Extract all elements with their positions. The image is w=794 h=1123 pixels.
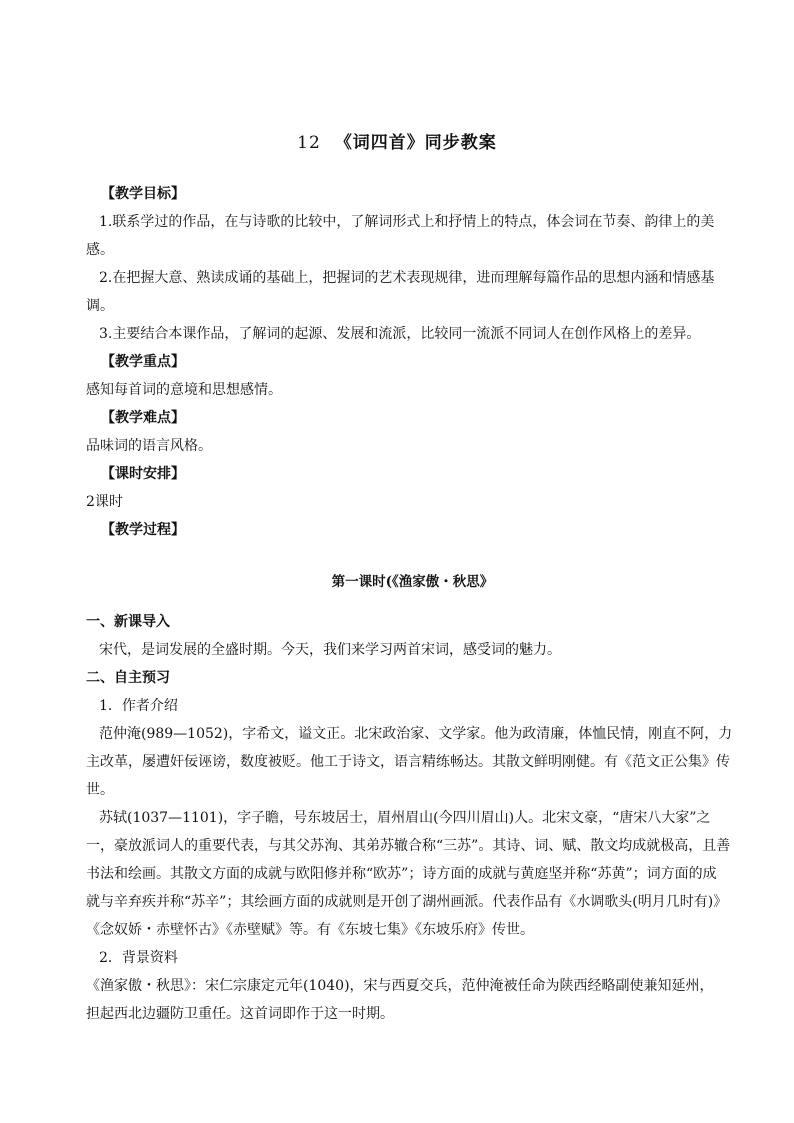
section-heading-process: 【教学过程】	[101, 522, 185, 538]
title-number: 12	[297, 133, 321, 153]
goal-2-line-2: 调。	[86, 298, 114, 314]
section-heading-difficulty: 【教学难点】	[101, 410, 185, 426]
part-1-text: 宋代，是词发展的全盛时期。今天，我们来学习两首宋词，感受词的魅力。	[99, 642, 561, 658]
su-bio-line-3: 书法和绘画。其散文方面的成就与欧阳修并称“欧苏”；诗方面的成就与黄庭坚并称“苏黄”；词方面的成	[86, 866, 717, 882]
goal-2-line-1: 2.在把握大意、熟读成诵的基础上，把握词的艺术表现规律，进而理解每篇作品的思想内涵和情感基	[99, 270, 715, 286]
fan-bio-line-1: 范仲淹(989—1052)，字希文，谥文正。北宋政治家、文学家。他为政清廉，体恤民情，刚直不阿，力	[99, 726, 733, 742]
part-1-heading: 一、新课导入	[86, 614, 170, 630]
background-line-1: 《渔家傲・秋思》：宋仁宗康定元年(1040)，宋与西夏交兵，范仲淹被任命为陕西经略副使兼知延州，	[86, 978, 714, 994]
su-bio-line-1: 苏轼(1037—1101)，字子瞻，号东坡居士，眉州眉山(今四川眉山)人。北宋文豪，“唐宋八大家”之	[99, 810, 711, 826]
item-1-heading: 1．作者介绍	[99, 698, 178, 714]
goal-1-line-1: 1.联系学过的作品，在与诗歌的比较中，了解词形式上和抒情上的特点，体会词在节奏、韵律上的美	[99, 214, 715, 230]
focus-text: 感知每首词的意境和思想感情。	[86, 382, 282, 398]
schedule-text: 2课时	[86, 494, 123, 510]
background-line-2: 担起西北边疆防卫重任。这首词即作于这一时期。	[86, 1006, 394, 1022]
su-bio-line-2: 一，豪放派词人的重要代表，与其父苏洵、其弟苏辙合称“三苏”。其诗、词、赋、散文均成就极高，且善	[86, 838, 731, 854]
su-bio-line-5: 《念奴娇・赤壁怀古》《赤壁赋》等。有《东坡七集》《东坡乐府》传世。	[86, 922, 534, 938]
goal-1-line-2: 感。	[86, 242, 114, 258]
document-body	[86, 180, 733, 1028]
page-title	[0, 128, 794, 153]
goal-3: 3.主要结合本课作品，了解词的起源、发展和流派，比较同一流派不同词人在创作风格上的差异。	[99, 326, 701, 342]
section-heading-focus: 【教学重点】	[101, 354, 185, 370]
su-bio-line-4: 就与辛弃疾并称“苏辛”；其绘画方面的成就则是开创了湖州画派。代表作品有《水调歌头(明月几时有)》	[86, 894, 728, 910]
lesson-title: 第一课时(《渔家傲・秋思》	[331, 574, 494, 590]
section-heading-goals: 【教学目标】	[101, 186, 185, 202]
item-2-heading: 2．背景资料	[99, 950, 178, 966]
fan-bio-line-2: 主改革，屡遭奸佞诬谤，数度被贬。他工于诗文，语言精练畅达。其散文鲜明刚健。有《范文正公集》传	[86, 754, 730, 770]
section-heading-schedule: 【课时安排】	[101, 466, 185, 482]
title-text: 《词四首》同步教案	[334, 133, 497, 153]
fan-bio-line-3: 世。	[86, 782, 114, 798]
part-2-heading: 二、自主预习	[86, 670, 170, 686]
difficulty-text: 品味词的语言风格。	[86, 438, 212, 454]
